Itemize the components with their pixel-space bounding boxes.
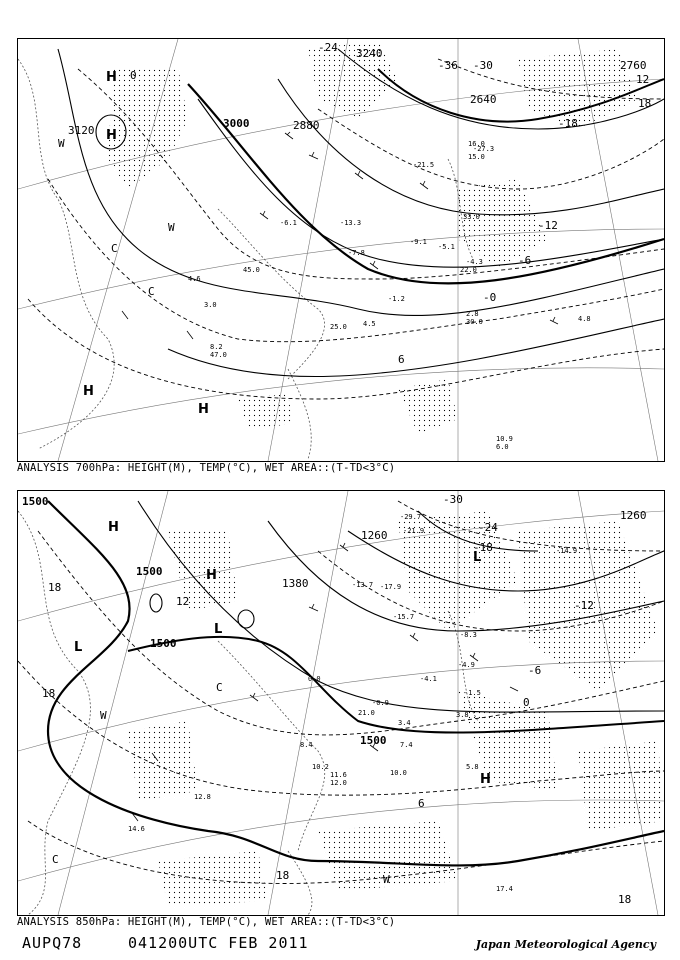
station-value: -9.1 <box>410 238 427 246</box>
station-value: 11.6 <box>330 771 347 779</box>
station-value: 3.4 <box>398 719 411 727</box>
station-value: 3.8 <box>456 711 469 719</box>
station-value: 10.9 <box>496 435 513 443</box>
temp-label: -6 <box>528 664 542 677</box>
wet-area-700 <box>108 41 638 434</box>
temp-label: -24 <box>318 41 338 54</box>
station-value: -29.7 <box>400 513 422 521</box>
temp-label: 0 <box>523 696 530 709</box>
station-value: 5.8 <box>466 763 479 771</box>
station-value: -7.8 <box>348 249 365 257</box>
temp-label: 18 <box>48 581 62 594</box>
agency-name: Japan Meteorological Agency <box>475 938 656 951</box>
station-value: -1.5 <box>464 689 481 697</box>
temp-label: 12 <box>636 73 650 86</box>
caption-700hpa: ANALYSIS 700hPa: HEIGHT(M), TEMP(°C), WET AREA::(T-TD<3°C) <box>17 462 396 474</box>
station-value: -4.9 <box>458 661 475 669</box>
temp-label: -30 <box>473 59 493 72</box>
station-value: -14.9 <box>556 547 578 555</box>
station-value: 14.6 <box>128 825 145 833</box>
station-value: -13.3 <box>340 219 362 227</box>
station-value: 30.0 <box>466 318 483 326</box>
low-center: L <box>214 622 223 637</box>
station-value: 8.2 <box>210 343 223 351</box>
station-value: 0.0 <box>308 675 321 683</box>
cold-center: C <box>52 853 59 866</box>
caption-850hpa: ANALYSIS 850hPa: HEIGHT(M), TEMP(°C), WET AREA::(T-TD<3°C) <box>17 916 396 928</box>
cold-center: C <box>216 681 223 694</box>
station-value: -0.9 <box>372 699 389 707</box>
temp-label: -6 <box>518 254 532 267</box>
station-value: -27.3 <box>473 145 495 153</box>
station-value: 4.8 <box>578 315 591 323</box>
station-value: -4.3 <box>466 258 483 266</box>
temp-label: 6 <box>398 353 405 366</box>
temp-label: 12 <box>176 595 190 608</box>
station-value: -1.2 <box>388 295 405 303</box>
height-label: 1500 <box>136 565 163 578</box>
station-value: -5.1 <box>438 243 455 251</box>
height-label: 2880 <box>293 119 320 132</box>
temp-label: -36 <box>438 59 458 72</box>
warm-center: W <box>58 137 65 150</box>
height-label: 1260 <box>361 529 388 542</box>
station-value: -8.3 <box>460 631 477 639</box>
temp-label: -18 <box>473 541 493 554</box>
analysis-time: 041200UTC FEB 2011 <box>128 934 309 952</box>
high-center: H <box>106 70 117 85</box>
temp-label: -12 <box>538 219 558 232</box>
station-value: 10.2 <box>312 763 329 771</box>
station-value: -6.1 <box>280 219 297 227</box>
high-center: H <box>206 568 217 583</box>
cold-center: C <box>148 285 155 298</box>
temp-label: 18 <box>276 869 290 882</box>
station-value: 45.0 <box>243 266 260 274</box>
temp-label: -0 <box>483 291 497 304</box>
warm-center: W <box>100 709 107 722</box>
station-value: -13.7 <box>352 581 374 589</box>
station-value: 33.0 <box>463 213 480 221</box>
high-center: H <box>83 384 94 399</box>
height-label: 2760 <box>620 59 647 72</box>
temp-label: -18 <box>558 117 578 130</box>
station-value: -17.9 <box>380 583 402 591</box>
height-label: 1260 <box>620 509 647 522</box>
station-value: 4.5 <box>363 320 376 328</box>
temp-label: 18 <box>42 687 56 700</box>
station-value: 25.0 <box>330 323 347 331</box>
high-center: H <box>480 772 491 787</box>
warm-center: W <box>383 873 390 886</box>
height-label: 1380 <box>282 577 309 590</box>
station-value: -21.9 <box>403 527 425 535</box>
temp-label: 6 <box>418 797 425 810</box>
high-center: H <box>106 128 117 143</box>
temp-label: 18 <box>618 893 632 906</box>
height-label: 1500 <box>150 637 177 650</box>
temp-label: -30 <box>443 493 463 506</box>
high-center: H <box>198 402 209 417</box>
map-850hpa-svg <box>18 491 664 915</box>
map-panel-850hpa <box>17 490 665 916</box>
station-value: 7.4 <box>400 741 413 749</box>
height-label: 1500 <box>22 495 49 508</box>
station-value: -21.5 <box>413 161 435 169</box>
station-value: 12.8 <box>194 793 211 801</box>
station-value: -4.1 <box>420 675 437 683</box>
temp-label: -24 <box>478 521 498 534</box>
map-panel-700hpa <box>17 38 665 462</box>
station-value: -15.7 <box>393 613 415 621</box>
cold-center: C <box>111 242 118 255</box>
height-label: 1500 <box>360 734 387 747</box>
station-value: 8.4 <box>300 741 313 749</box>
station-value: 12.0 <box>330 779 347 787</box>
low-center: L <box>473 550 482 565</box>
height-label: 3000 <box>223 117 250 130</box>
height-label: 2640 <box>470 93 497 106</box>
station-value: 10.0 <box>390 769 407 777</box>
temp-label: 18 <box>638 97 652 110</box>
temp-label: 0 <box>130 69 137 82</box>
map-700hpa-svg <box>18 39 664 461</box>
temp-label: -12 <box>574 599 594 612</box>
warm-center: W <box>168 221 175 234</box>
station-value: 4.6 <box>188 275 201 283</box>
height-label: 3240 <box>356 47 383 60</box>
station-value: 17.4 <box>496 885 513 893</box>
station-value: 21.0 <box>358 709 375 717</box>
high-center: H <box>108 520 119 535</box>
height-label: 3120 <box>68 124 95 137</box>
station-value: 22.0 <box>460 266 477 274</box>
station-value: 6.0 <box>496 443 509 451</box>
station-value: 15.0 <box>468 153 485 161</box>
low-center: L <box>74 640 83 655</box>
bulletin-code: AUPQ78 <box>22 934 83 952</box>
station-value: 47.0 <box>210 351 227 359</box>
station-value: 2.8 <box>466 310 479 318</box>
station-value: 3.0 <box>204 301 217 309</box>
station-value: 16.0 <box>468 140 485 148</box>
